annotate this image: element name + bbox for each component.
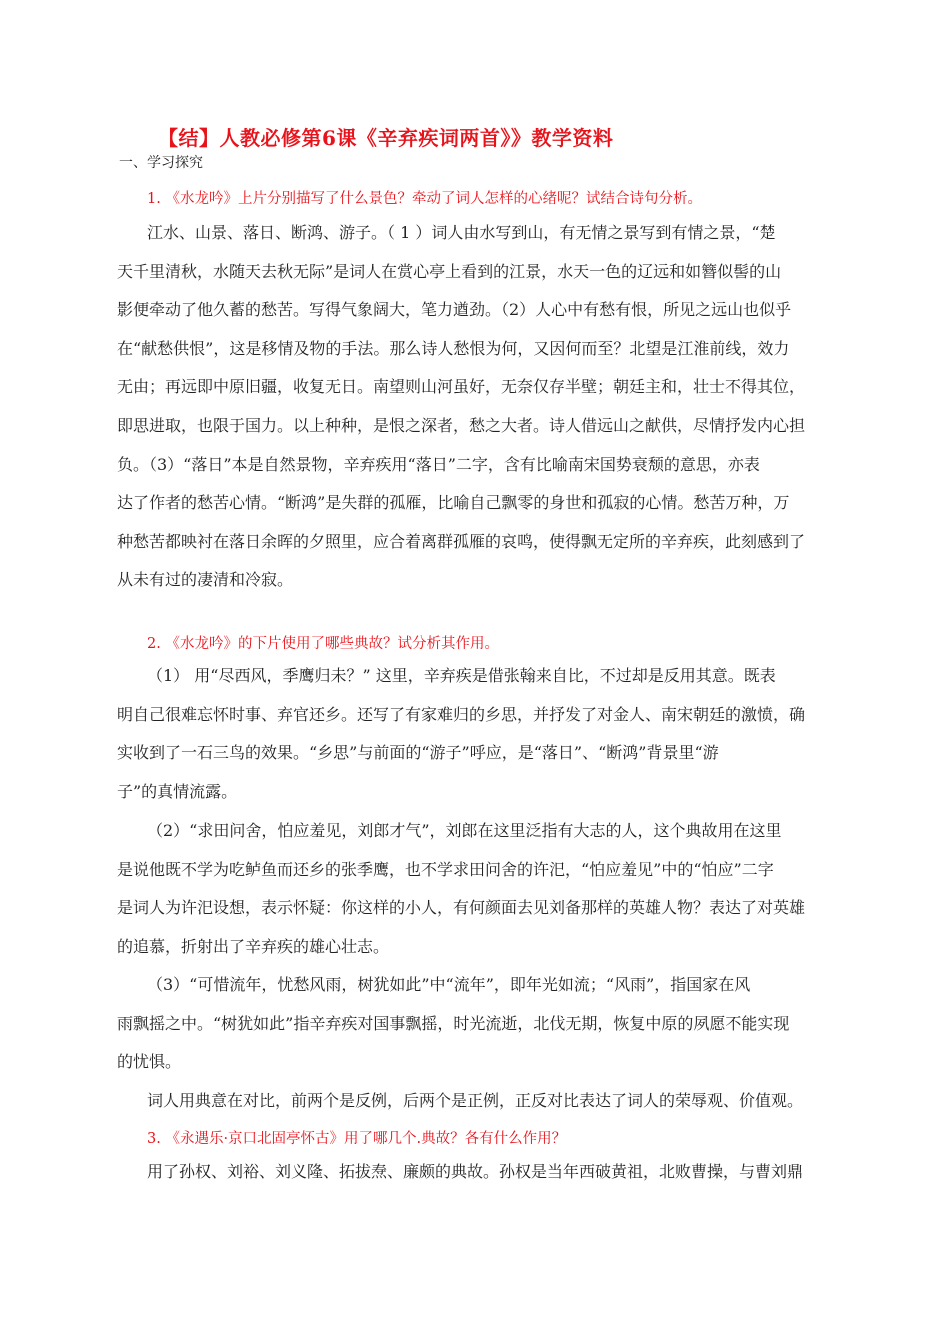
answer-1-line: 影便牵动了他久蓄的愁苦。写得气象阔大，笔力遒劲。（2）人心中有愁有恨，所见之远山也似乎 (117, 300, 792, 320)
answer-2-line: 雨飘摇之中。“树犹如此”指辛弃疾对国事飘摇，时光流逝，北伐无期，恢复中原的夙愿不能实现 (117, 1013, 790, 1033)
summary-line: 词人用典意在对比，前两个是反例，后两个是正例，正反对比表达了词人的荣辱观、价值观。 (147, 1091, 804, 1110)
answer-1-line: 种愁苦都映衬在落日余晖的夕照里，应合着离群孤雁的哀鸣，使得飘无定所的辛弃疾，此刻感到了 (117, 531, 806, 551)
answer-2-summary (117, 1082, 837, 1121)
question-2: 2. 《水龙吟》的下片使用了哪些典故？试分析其作用。 (147, 636, 499, 652)
answer-2-part-2 (117, 812, 837, 966)
answer-3-line: 用了孙权、刘裕、刘义隆、拓拔焘、廉颇的典故。孙权是当年西破黄祖，北败曹操，与曹刘鼎 (147, 1162, 804, 1181)
section-heading: 一、学习探究 (119, 155, 203, 171)
answer-1-line: 从未有过的凄清和冷寂。 (117, 570, 294, 590)
question-3: 3. 《永遇乐·京口北固亭怀古》用了哪几个.典故？各有什么作用？ (147, 1131, 567, 1147)
question-1: 1. 《水龙吟》上片分别描写了什么景色？牵动了词人怎样的心绪呢？试结合诗句分析。 (147, 191, 702, 207)
answer-1-line: 天千里清秋，水随天去秋无际”是词人在赏心亭上看到的江景，水天一色的辽远和如簪似髻的山 (117, 261, 782, 281)
answer-2-line: 是说他既不学为吃鲈鱼而还乡的张季鹰，也不学求田问舍的许汜，“怕应羞见”中的“怕应”二字 (117, 859, 774, 879)
answer-2-line: 是词人为许汜设想，表示怀疑：你这样的小人，有何颜面去见刘备那样的英雄人物？表达了对英雄 (117, 898, 806, 918)
answer-1-line: 无由；再远即中原旧疆，收复无日。南望则山河虽好，无奈仅存半壁；朝廷主和，壮士不得其位， (117, 377, 806, 397)
answer-2-line: 的追慕，折射出了辛弃疾的雄心壮志。 (117, 936, 390, 956)
document-title: 【结】人教必修第6课《辛弃疾词两首》》教学资料 (158, 126, 614, 150)
answer-1 (117, 214, 837, 600)
answer-2-line: 的忧惧。 (117, 1052, 182, 1072)
answer-2-part-1 (117, 657, 837, 811)
answer-2-line: （3）“可惜流年，忧愁风雨，树犹如此”中“流年”，即年光如流；“风雨”，指国家在风 (147, 975, 751, 994)
answer-2-line: （2）“求田问舍，怕应羞见，刘郎才气”，刘郎在这里泛指有大志的人，这个典故用在这里 (147, 821, 782, 840)
answer-1-line: 江水、山景、落日、断鸿、游子。（ 1 ）词人由水写到山，有无情之景写到有情之景，“楚 (147, 223, 776, 242)
answer-2-line: 实收到了一石三鸟的效果。“乡思”与前面的“游子”呼应，是“落日”、“断鸿”背景里“游 (117, 743, 719, 763)
answer-1-line: 负。（3）“落日”本是自然景物，辛弃疾用“落日”二字，含有比喻南宋国势衰颓的意思，亦表 (117, 454, 760, 474)
answer-1-line: 在“献愁供恨”，这是移情及物的手法。那么诗人愁恨为何，又因何而至？北望是江淮前线，效力 (117, 338, 790, 358)
answer-2-part-3 (117, 966, 837, 1082)
answer-2-line: 明自己很难忘怀时事、弃官还乡。还写了有家难归的乡思，并抒发了对金人、南宋朝廷的激愤，确 (117, 704, 806, 724)
answer-1-line: 达了作者的愁苦心情。“断鸿”是失群的孤雁，比喻自己飘零的身世和孤寂的心情。愁苦万种，万 (117, 493, 790, 513)
answer-3 (117, 1153, 837, 1192)
answer-2-line: 子”的真情流露。 (117, 781, 238, 801)
answer-2-line: （1） 用“尽西风，季鹰归未？” 这里，辛弃疾是借张翰来自比，不过却是反用其意。既表 (147, 666, 776, 685)
answer-1-line: 即思进取，也限于国力。以上种种，是恨之深者，愁之大者。诗人借远山之献供，尽情抒发内心担 (117, 415, 806, 435)
